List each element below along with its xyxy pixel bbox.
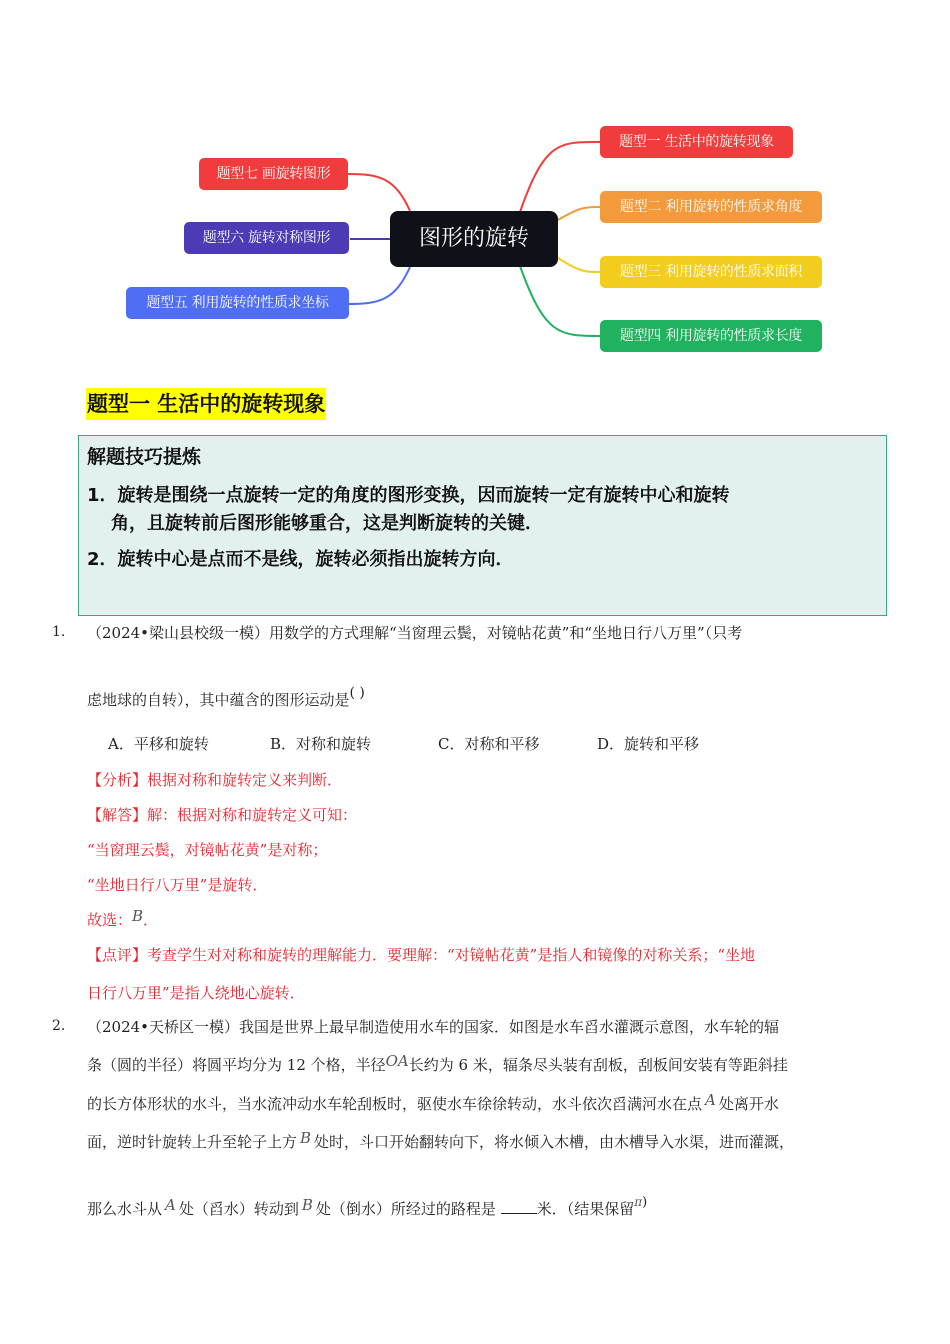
comment-line-1: 【点评】考查学生对对称和旋转的理解能力．要理解：“对镜帖花黄”是指人和镜像的对称关系；“坐地 <box>87 946 756 964</box>
question-2-line-3 <box>87 1093 779 1114</box>
answer-choice-value: B <box>132 907 144 925</box>
tips-box <box>78 435 887 616</box>
q2-line3-part-a: 的长方体形状的水斗，当水流冲动水车轮刮板时，驱使水车徐徐转动，水斗依次舀满河水在点 <box>87 1095 703 1113</box>
q2-line4-part-a: 面，逆时针旋转上升至轮子上方 <box>87 1133 298 1151</box>
question-2-line-1: （2024•天桥区一模）我国是世界上最早制造使用水车的国家．如图是水车舀水灌溉示意图，水车轮的辐 <box>87 1018 780 1036</box>
connector-right-1 <box>520 142 600 212</box>
mind-map <box>0 0 950 370</box>
answer-line-2: “坐地日行八万里”是旋转． <box>87 876 268 894</box>
option-b: B．对称和旋转 <box>270 735 372 753</box>
mind-map-node-type1: 题型一 生活中的旋转现象 <box>600 126 793 158</box>
q2-line5-part-a: 那么水斗从 <box>87 1200 163 1218</box>
answer-choice-suffix: ． <box>143 911 159 929</box>
q2-line5-part-b: 处（舀水）转动到 <box>178 1200 299 1218</box>
tip-line-2: 2．旋转中心是点而不是线，旋转必须指出旋转方向． <box>87 549 514 570</box>
analysis: 【分析】根据对称和旋转定义来判断． <box>87 771 343 789</box>
q2-var-a2: A <box>165 1196 176 1214</box>
connector-left-7 <box>348 174 410 211</box>
q2-line4-part-b: 处时，斗口开始翻转向下，将水倾入木槽，由木槽导入水渠，进而灌溉， <box>314 1133 795 1151</box>
question-1-line-2 <box>87 685 365 710</box>
q2-line2-part-a: 条（圆的半径）将圆平均分为 12 个格，半径 <box>87 1056 386 1074</box>
connector-right-2 <box>558 207 600 220</box>
q2-line2-part-b: 长约为 6 米，辐条尽头装有刮板，刮板间安装有等距斜挂 <box>408 1056 788 1074</box>
mind-map-node-type7: 题型七 画旋转图形 <box>199 158 348 190</box>
mind-map-node-type3: 题型三 利用旋转的性质求面积 <box>600 256 822 288</box>
answer-line-1: “当窗理云鬓，对镜帖花黄”是对称； <box>87 841 328 859</box>
answer-choice <box>87 909 158 930</box>
comment-line-2: 日行八万里”是指人绕地心旋转． <box>87 984 305 1002</box>
option-c: C．对称和平移 <box>438 735 540 753</box>
connector-left-5 <box>348 267 410 304</box>
section-heading: 题型一 生活中的旋转现象 <box>86 388 326 420</box>
mind-map-node-type6: 题型六 旋转对称图形 <box>184 222 349 254</box>
q2-line5-part-c: 处（倒水）所经过的路程是 <box>315 1200 496 1218</box>
q2-var-oa: OA <box>385 1052 409 1070</box>
answer-paren: ( ) <box>349 685 365 701</box>
option-a: A．平移和旋转 <box>108 735 209 753</box>
tips-title: 解题技巧提炼 <box>87 446 202 468</box>
mind-map-center: 图形的旋转 <box>390 211 558 267</box>
q2-line5-close: ) <box>642 1195 648 1210</box>
question-1-stem-end: 虑地球的自转），其中蕴含的图形运动是 <box>87 691 350 709</box>
connector-right-4 <box>520 266 600 336</box>
answer-choice-prefix: 故选： <box>87 911 133 929</box>
answer-blank[interactable] <box>501 1199 537 1214</box>
q2-line3-part-b: 处离开水 <box>718 1095 779 1113</box>
connector-right-3 <box>558 258 600 272</box>
answer-heading: 【解答】解：根据对称和旋转定义可知： <box>87 806 358 824</box>
question-2-line-2 <box>87 1054 788 1075</box>
q2-line5-part-d: 米．（结果保留 <box>536 1200 635 1218</box>
q2-var-b2: B <box>301 1196 313 1214</box>
tip-line-1b: 角，且旋转前后图形能够重合，这是判断旋转的关键． <box>111 513 543 534</box>
option-d: D．旋转和平移 <box>597 735 700 753</box>
question-1-number: 1. <box>52 624 66 640</box>
q2-var-pi: π <box>634 1195 643 1209</box>
question-2-line-5 <box>87 1195 648 1219</box>
mind-map-node-type4: 题型四 利用旋转的性质求长度 <box>600 320 822 352</box>
q2-var-a: A <box>705 1091 716 1109</box>
mind-map-node-type5: 题型五 利用旋转的性质求坐标 <box>126 287 349 319</box>
question-1-line-1: （2024•梁山县校级一模）用数学的方式理解“当窗理云鬓，对镜帖花黄”和“坐地日行八万里”（只考 <box>87 624 743 642</box>
question-2-number: 2. <box>52 1018 66 1034</box>
q2-var-b: B <box>300 1129 312 1147</box>
mind-map-node-type2: 题型二 利用旋转的性质求角度 <box>600 191 822 223</box>
tip-line-1a: 1．旋转是围绕一点旋转一定的角度的图形变换，因而旋转一定有旋转中心和旋转 <box>87 485 730 506</box>
question-2-line-4 <box>87 1131 794 1152</box>
